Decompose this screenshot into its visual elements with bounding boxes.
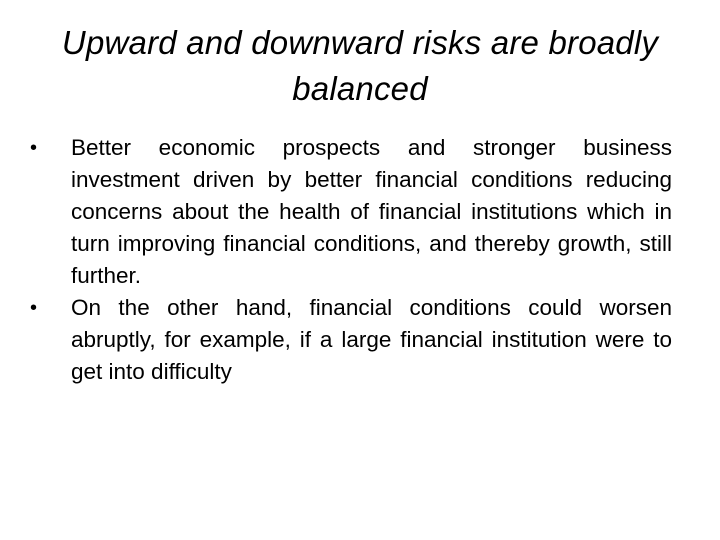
bullet-text: Better economic prospects and stronger business investment driven by better financial conditions reducing concerns about the health of financial institutions which in turn improving financial conditions, and thereby growth, still further. [71, 135, 672, 288]
slide-title: Upward and downward risks are broadly balanced [61, 24, 659, 107]
bullet-list [30, 132, 672, 388]
bullet-text: On the other hand, financial conditions could worsen abruptly, for example, if a large financial institution were to get into difficulty [71, 295, 672, 384]
bullet-item [30, 132, 672, 292]
bullet-icon: • [30, 297, 38, 319]
bullet-icon: • [30, 137, 38, 159]
bullet-item [30, 292, 672, 388]
